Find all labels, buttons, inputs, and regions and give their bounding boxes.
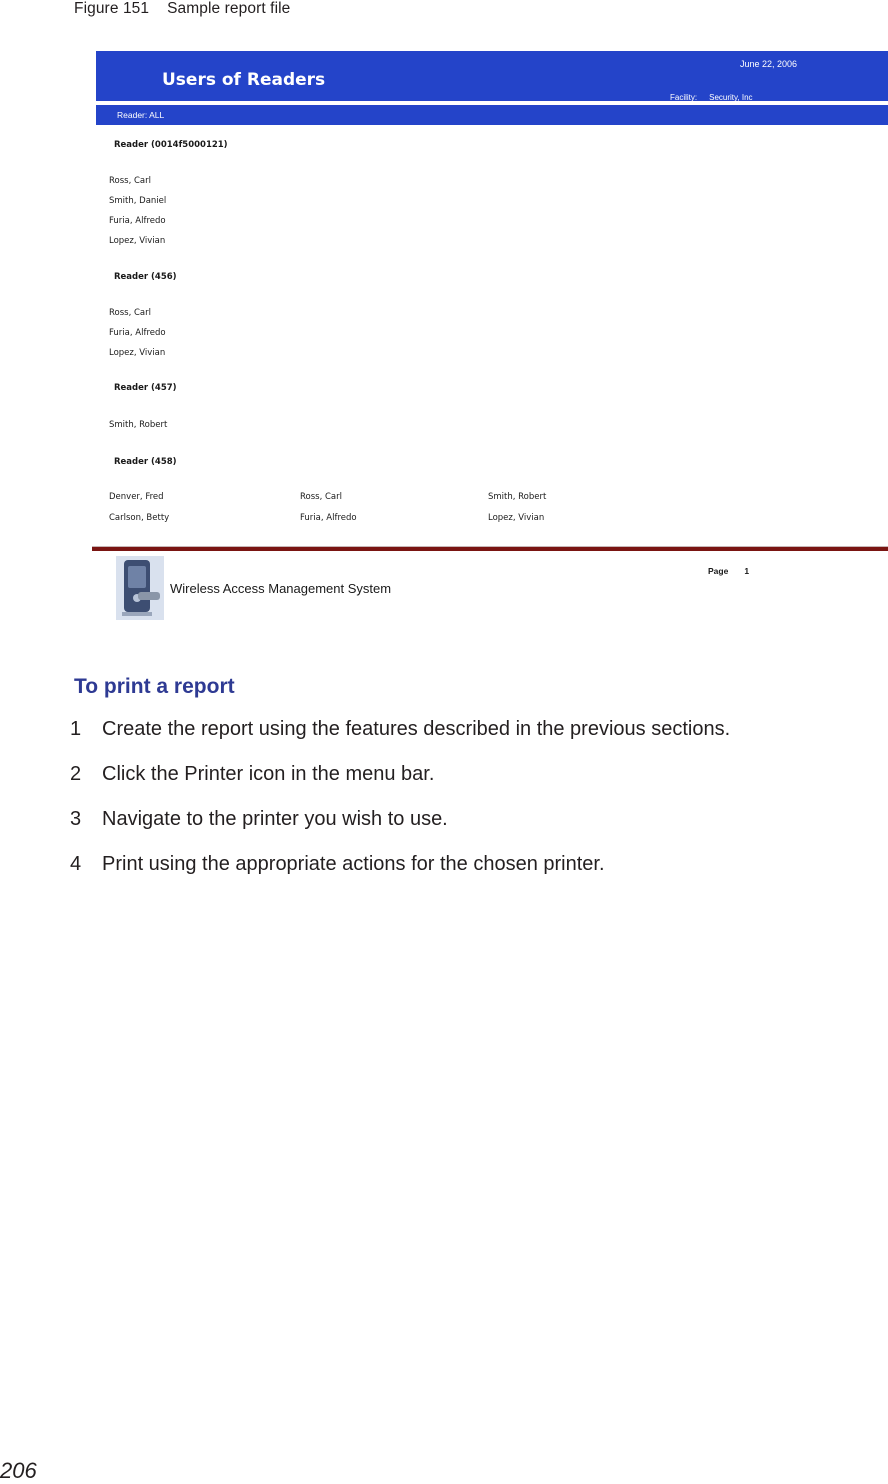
steps-list — [70, 718, 870, 898]
facility-label: Facility: — [670, 93, 698, 102]
step-number: 1 — [70, 718, 82, 740]
reader-group-title: Reader (0014f5000121) — [114, 140, 228, 150]
figure-caption — [74, 0, 290, 18]
list-item — [70, 718, 870, 763]
lock-device-icon — [116, 556, 164, 620]
figure-number: Figure 151 — [74, 0, 150, 17]
reader-group-title: Reader (456) — [114, 272, 177, 282]
step-number: 4 — [70, 853, 82, 875]
report-facility — [670, 93, 753, 102]
step-text: Navigate to the printer you wish to use. — [102, 808, 448, 830]
page-label: Page — [708, 566, 729, 576]
step-number: 2 — [70, 763, 82, 785]
report-filter-bar — [96, 105, 888, 125]
step-number: 3 — [70, 808, 82, 830]
user-name: Denver, Fred — [109, 492, 164, 502]
user-name: Smith, Daniel — [109, 196, 167, 206]
user-name: Lopez, Vivian — [109, 348, 166, 358]
page-value: 1 — [744, 566, 750, 576]
user-name: Smith, Robert — [488, 492, 547, 502]
user-name: Ross, Carl — [300, 492, 342, 502]
user-name: Carlson, Betty — [109, 513, 170, 523]
facility-value: Security, Inc — [709, 93, 753, 102]
user-name: Ross, Carl — [109, 308, 151, 318]
user-name: Furia, Alfredo — [109, 216, 166, 226]
system-name: Wireless Access Management System — [170, 581, 392, 596]
list-item — [70, 763, 870, 808]
user-name: Lopez, Vivian — [488, 513, 545, 523]
step-text: Print using the appropriate actions for the chosen printer. — [102, 853, 605, 875]
user-name: Smith, Robert — [109, 420, 168, 430]
user-name: Furia, Alfredo — [300, 513, 357, 523]
section-heading: To print a report — [74, 675, 235, 698]
step-text: Click the Printer icon in the menu bar. — [102, 763, 435, 785]
report-page-indicator — [708, 566, 749, 576]
list-item — [70, 808, 870, 853]
user-name: Furia, Alfredo — [109, 328, 166, 338]
list-item — [70, 853, 870, 898]
report-date: June 22, 2006 — [740, 59, 798, 69]
step-text: Create the report using the features described in the previous sections. — [102, 718, 731, 740]
report-footer-rule — [92, 546, 888, 551]
reader-group-title: Reader (457) — [114, 383, 177, 393]
sample-report-figure — [72, 36, 888, 654]
user-name: Lopez, Vivian — [109, 236, 166, 246]
report-title: Users of Readers — [162, 70, 326, 90]
figure-title: Sample report file — [167, 0, 291, 17]
page-number: 206 — [0, 1458, 37, 1483]
report-filter-text: Reader: ALL — [117, 110, 165, 120]
reader-group-title: Reader (458) — [114, 457, 177, 467]
user-name: Ross, Carl — [109, 176, 151, 186]
report-header — [96, 51, 888, 101]
